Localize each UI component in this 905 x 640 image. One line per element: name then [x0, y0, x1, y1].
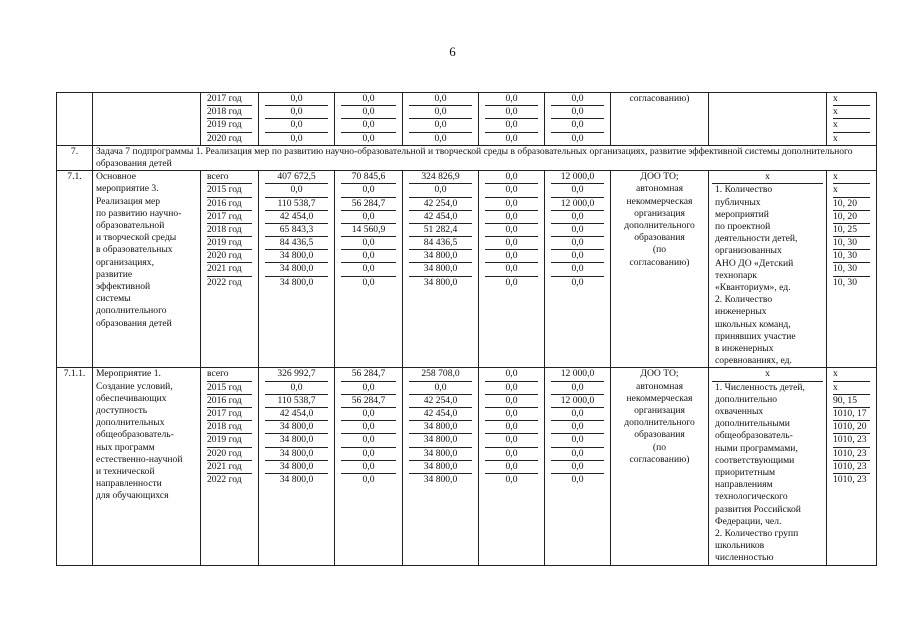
executor: ДОО ТО; автономная некоммерческая организация дополнительного образования (по согласованию)	[611, 368, 709, 565]
table-row	[57, 171, 877, 368]
activity-name: Мероприятие 1. Создание условий, обеспечивающих доступность дополнительных общеобразователь- ных программ естественно-научной и технической направленности для обучающихся	[93, 368, 201, 565]
indicator-values: х х х х	[830, 93, 873, 145]
activity-name-cell	[93, 93, 201, 146]
other-values: 0,0 0,0 0,0 0,0	[548, 93, 607, 145]
regional-values: 258 708,0 0,0 42 254,0 42 454,0 34 800,0 34 800,0 34 800,0 34 800,0 34 800,0	[406, 368, 475, 486]
indicator-cell	[709, 93, 827, 146]
fed-values: 56 284,7 0,0 56 284,7 0,0 0,0 0,0 0,0 0,0 0,0	[338, 368, 399, 486]
task-row	[57, 145, 877, 170]
executor-cell: согласованию)	[611, 93, 709, 146]
row-number: 7.1.	[57, 171, 93, 368]
local-values: 0,0 0,0 0,0 0,0	[482, 93, 541, 145]
row-number-cell	[57, 93, 93, 146]
year-list: всего 2015 год 2016 год 2017 год 2018 год 2019 год 2020 год 2021 год 2022 год	[204, 171, 255, 289]
activity-name: Основное мероприятие 3. Реализация мер по развитию научно- образовательной и творческой среды в образовательных организациях, развитие эффективной системы дополнительного образования детей	[93, 171, 201, 368]
year-list: всего 2015 год 2016 год 2017 год 2018 год 2019 год 2020 год 2021 год 2022 год	[204, 368, 255, 486]
year-list: 2017 год 2018 год 2019 год 2020 год	[204, 93, 255, 145]
task-number: 7.	[57, 145, 93, 170]
other-values: 12 000,0 0,0 12 000,0 0,0 0,0 0,0 0,0 0,0 0,0	[548, 171, 607, 289]
total-values: 326 992,7 0,0 110 538,7 42 454,0 34 800,0 34 800,0 34 800,0 34 800,0 34 800,0	[262, 368, 331, 486]
local-values: 0,0 0,0 0,0 0,0 0,0 0,0 0,0 0,0 0,0	[482, 171, 541, 289]
page-number: 6	[449, 44, 456, 59]
indicator-head: х	[712, 171, 823, 184]
executor: ДОО ТО; автономная некоммерческая организация дополнительного образования (по согласованию)	[611, 171, 709, 368]
row-number: 7.1.1.	[57, 368, 93, 565]
indicator-text: 1. Количество публичных мероприятий по проектной деятельности детей, организованных АНО ДО «Детский технопарк «Кванториум», ед. 2. Количество инженерных школьных команд, принявших участие в инженерных соревнованиях, ед.	[715, 184, 798, 367]
other-values: 12 000,0 0,0 12 000,0 0,0 0,0 0,0 0,0 0,0 0,0	[548, 368, 607, 486]
regional-values: 324 826,9 0,0 42 254,0 42 454,0 51 282,4 84 436,5 34 800,0 34 800,0 34 800,0	[406, 171, 475, 289]
table-row	[57, 93, 877, 146]
total-values: 0,0 0,0 0,0 0,0	[262, 93, 331, 145]
fed-values: 0,0 0,0 0,0 0,0	[338, 93, 399, 145]
indicator-values: х х 90, 15 1010, 17 1010, 20 1010, 23 1010, 23 1010, 23 1010, 23	[830, 368, 873, 486]
indicator-text: 1. Численность детей, дополнительно охваченных дополнительными общеобразователь- ными программами, соответствующими приоритетным направлениям технологического развития Российской Федерации, чел. 2. Количество групп школьников численностью	[715, 381, 805, 564]
table-row	[57, 368, 877, 565]
total-values: 407 672,5 0,0 110 538,7 42 454,0 65 843,3 84 436,5 34 800,0 34 800,0 34 800,0	[262, 171, 331, 289]
indicator-head: х	[712, 368, 823, 381]
fed-values: 70 845,6 0,0 56 284,7 0,0 14 560,9 0,0 0,0 0,0 0,0	[338, 171, 399, 289]
indicator-values: х х 10, 20 10, 20 10, 25 10, 30 10, 30 10, 30 10, 30	[830, 171, 873, 289]
regional-values: 0,0 0,0 0,0 0,0	[406, 93, 475, 145]
program-table	[56, 92, 877, 566]
task-text: Задача 7 подпрограммы 1. Реализация мер по развитию научно-образовательной и творческой среды в образовательных организациях, развитие эффективной системы дополнительного образования детей	[93, 145, 877, 170]
local-values: 0,0 0,0 0,0 0,0 0,0 0,0 0,0 0,0 0,0	[482, 368, 541, 486]
